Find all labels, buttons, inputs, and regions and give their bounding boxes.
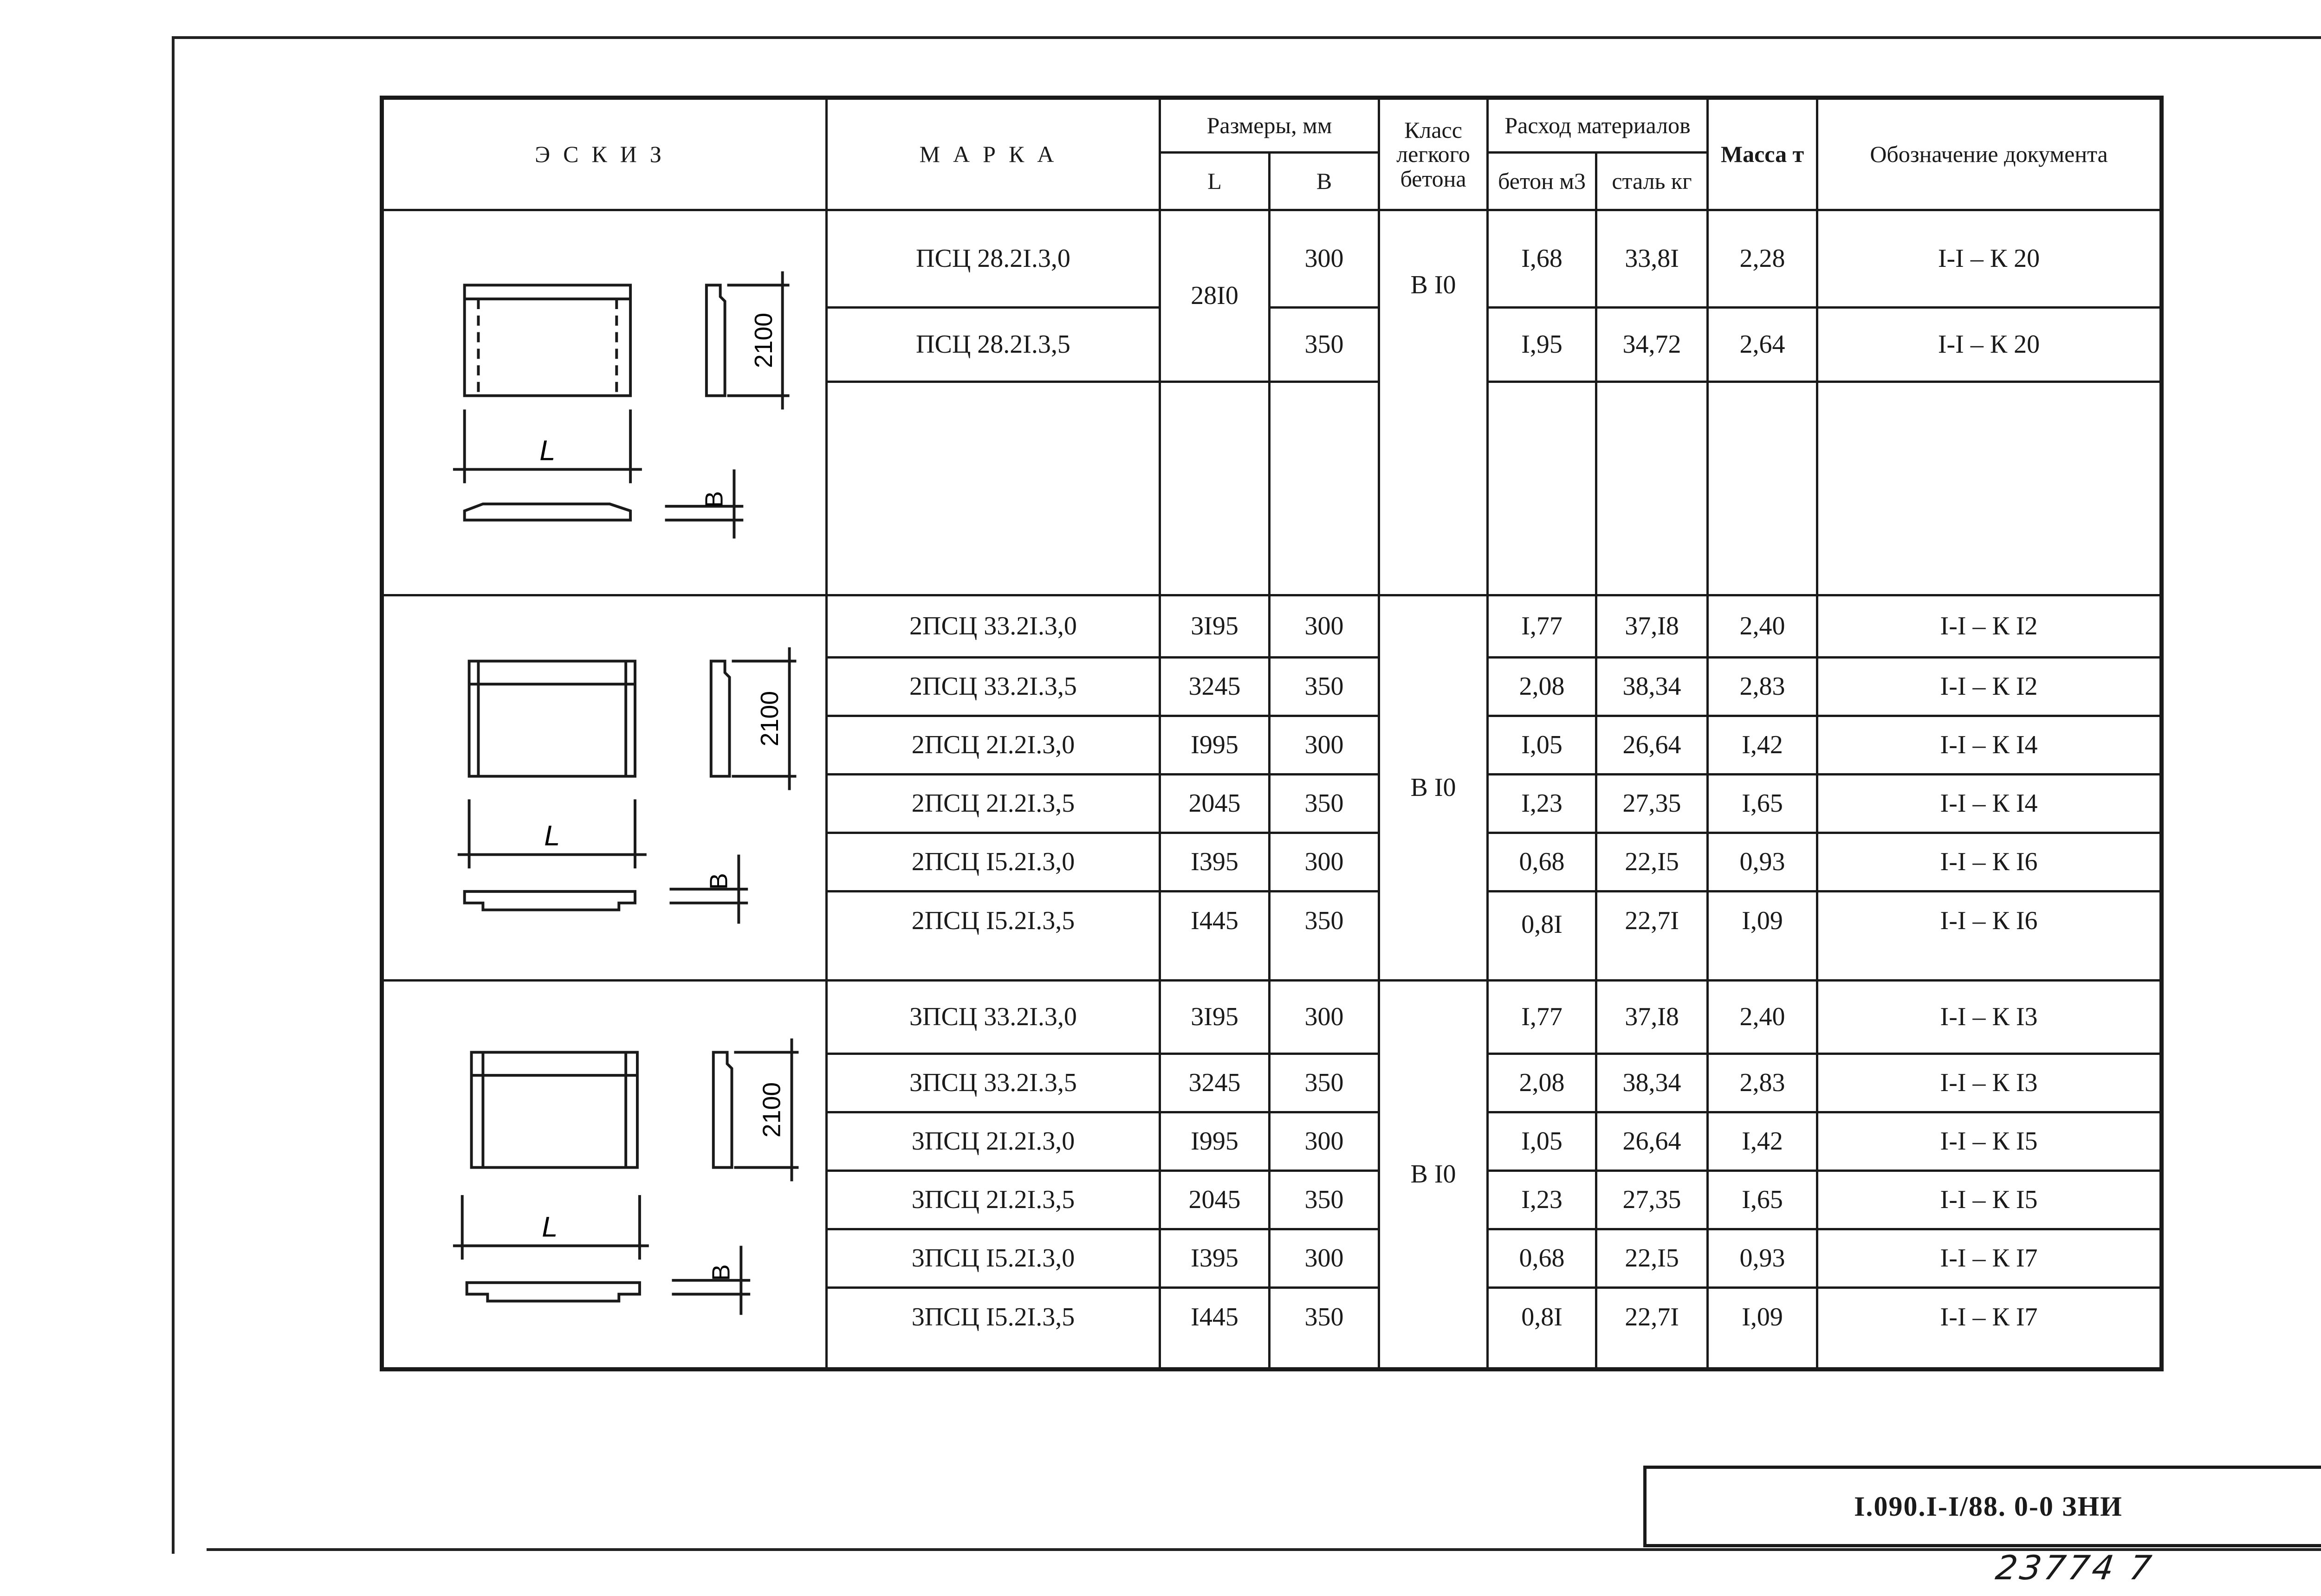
width-cell: 350 [1270, 775, 1379, 833]
concrete-volume-cell: I,23 [1488, 1171, 1596, 1229]
concrete-volume-cell-empty [1488, 382, 1596, 595]
mass-cell: 2,40 [1708, 981, 1817, 1054]
document-cell: I-I – К I5 [1817, 1112, 2162, 1171]
document-cell: I-I – К I3 [1817, 981, 2162, 1054]
width-cell: 300 [1270, 981, 1379, 1054]
length-dimension-label: L [544, 820, 560, 852]
steel-mass-cell: 26,64 [1596, 1112, 1708, 1171]
concrete-volume-cell: 2,08 [1488, 1054, 1596, 1112]
length-dimension-label: L [539, 434, 556, 467]
width-dimension-label: B [700, 491, 728, 508]
panel-sketch-drawing [384, 982, 825, 1367]
header-dim-L: L [1160, 153, 1270, 210]
header-mass: Масса т [1708, 98, 1817, 210]
width-dimension-label: B [705, 873, 733, 890]
concrete-volume-cell: I,23 [1488, 775, 1596, 833]
mark-cell: 2ПСЦ 33.2I.3,0 [827, 595, 1160, 658]
mass-cell: I,65 [1708, 1171, 1817, 1229]
specification-table [380, 96, 2164, 1371]
mass-cell: I,09 [1708, 892, 1817, 981]
panel-sketch-drawing [384, 211, 825, 594]
mark-cell: ПСЦ 28.2I.3,5 [827, 308, 1160, 382]
sheet-frame-left [172, 36, 175, 1554]
width-dimension-label: B [707, 1264, 735, 1281]
length-dimension-label: L [542, 1211, 558, 1243]
mass-cell: 2,83 [1708, 658, 1817, 716]
steel-mass-cell: 38,34 [1596, 1054, 1708, 1112]
steel-mass-cell: 22,7I [1596, 892, 1708, 981]
width-cell: 300 [1270, 595, 1379, 658]
document-cell: I-I – К I2 [1817, 658, 2162, 716]
length-cell: 3245 [1160, 1054, 1270, 1112]
concrete-class-cell: В I0 [1379, 595, 1488, 981]
mark-cell: 2ПСЦ I5.2I.3,5 [827, 892, 1160, 981]
width-cell: 300 [1270, 1112, 1379, 1171]
length-cell: I995 [1160, 1112, 1270, 1171]
concrete-volume-cell: 0,68 [1488, 1229, 1596, 1288]
width-cell: 350 [1270, 1171, 1379, 1229]
header-mark: МАРКА [827, 98, 1160, 210]
mass-cell: 0,93 [1708, 833, 1817, 892]
document-cell: I-I – К I7 [1817, 1229, 2162, 1288]
length-cell: 3245 [1160, 658, 1270, 716]
mass-cell: 2,64 [1708, 308, 1817, 382]
mass-cell: I,65 [1708, 775, 1817, 833]
steel-mass-cell: 27,35 [1596, 1171, 1708, 1229]
mark-cell: 3ПСЦ I5.2I.3,5 [827, 1288, 1160, 1370]
document-cell: I-I – К 20 [1817, 210, 2162, 308]
steel-mass-cell: 26,64 [1596, 716, 1708, 775]
concrete-class-cell: В I0 [1379, 981, 1488, 1370]
header-consumption: Расход материалов [1488, 98, 1708, 153]
table-row [382, 595, 2162, 658]
header-dim-B: B [1270, 153, 1379, 210]
sketch-panel-3psc [382, 981, 827, 1370]
steel-mass-cell: 37,I8 [1596, 595, 1708, 658]
width-cell: 300 [1270, 833, 1379, 892]
mass-cell-empty [1708, 382, 1817, 595]
concrete-volume-cell: I,05 [1488, 716, 1596, 775]
mark-cell: 2ПСЦ 2I.2I.3,5 [827, 775, 1160, 833]
concrete-volume-cell: I,95 [1488, 308, 1596, 382]
document-cell: I-I – К I7 [1817, 1288, 2162, 1370]
length-cell: I395 [1160, 833, 1270, 892]
document-cell: I-I – К I6 [1817, 833, 2162, 892]
mark-cell: 2ПСЦ 2I.2I.3,0 [827, 716, 1160, 775]
header-concrete-m3: бетон м3 [1488, 153, 1596, 210]
mark-cell: 3ПСЦ 2I.2I.3,5 [827, 1171, 1160, 1229]
steel-mass-cell: 33,8I [1596, 210, 1708, 308]
width-cell: 300 [1270, 1229, 1379, 1288]
steel-mass-cell: 34,72 [1596, 308, 1708, 382]
document-cell: I-I – К 20 [1817, 308, 2162, 382]
header-steel-kg: сталь кг [1596, 153, 1708, 210]
mass-cell: I,42 [1708, 1112, 1817, 1171]
length-cell: I445 [1160, 892, 1270, 981]
panel-sketch-drawing [384, 596, 825, 979]
document-cell: I-I – К I4 [1817, 716, 2162, 775]
concrete-volume-cell: 0,68 [1488, 833, 1596, 892]
title-block-code: I.090.I-I/88. 0-0 ЗНИ [1643, 1466, 2321, 1547]
width-cell: 350 [1270, 892, 1379, 981]
steel-mass-cell-empty [1596, 382, 1708, 595]
mark-cell: 3ПСЦ 33.2I.3,0 [827, 981, 1160, 1054]
header-designation: Обозначение документа [1817, 98, 2162, 210]
height-dimension-label: 2100 [749, 312, 778, 368]
mass-cell: 2,40 [1708, 595, 1817, 658]
document-cell: I-I – К I4 [1817, 775, 2162, 833]
height-dimension-label: 2100 [758, 1082, 786, 1138]
mass-cell: 0,93 [1708, 1229, 1817, 1288]
length-cell: 2045 [1160, 1171, 1270, 1229]
mark-cell: ПСЦ 28.2I.3,0 [827, 210, 1160, 308]
document-cell: I-I – К I2 [1817, 595, 2162, 658]
concrete-volume-cell: I,05 [1488, 1112, 1596, 1171]
width-cell: 350 [1270, 1288, 1379, 1370]
steel-mass-cell: 22,I5 [1596, 1229, 1708, 1288]
mark-cell-empty [827, 382, 1160, 595]
height-dimension-label: 2100 [755, 691, 784, 747]
steel-mass-cell: 38,34 [1596, 658, 1708, 716]
mark-cell: 3ПСЦ 33.2I.3,5 [827, 1054, 1160, 1112]
length-cell: 3I95 [1160, 595, 1270, 658]
sketch-panel-psc [382, 210, 827, 595]
table-row [382, 210, 2162, 308]
concrete-volume-cell: I,77 [1488, 595, 1596, 658]
handwritten-archive-number: 23774 7 [1993, 1548, 2157, 1587]
length-cell: 3I95 [1160, 981, 1270, 1054]
width-cell: 300 [1270, 716, 1379, 775]
concrete-volume-cell: 0,8I [1488, 892, 1596, 981]
mark-cell: 3ПСЦ 2I.2I.3,0 [827, 1112, 1160, 1171]
length-cell-empty [1160, 382, 1270, 595]
document-cell-empty [1817, 382, 2162, 595]
width-cell: 350 [1270, 1054, 1379, 1112]
length-cell: I395 [1160, 1229, 1270, 1288]
mark-cell: 2ПСЦ I5.2I.3,0 [827, 833, 1160, 892]
concrete-volume-cell: I,77 [1488, 981, 1596, 1054]
sheet-frame-top [172, 36, 2321, 39]
steel-mass-cell: 37,I8 [1596, 981, 1708, 1054]
header-concrete-class: Класс легкого бетона [1379, 98, 1488, 210]
steel-mass-cell: 27,35 [1596, 775, 1708, 833]
width-cell: 350 [1270, 308, 1379, 382]
steel-mass-cell: 22,I5 [1596, 833, 1708, 892]
concrete-volume-cell: 2,08 [1488, 658, 1596, 716]
mass-cell: I,42 [1708, 716, 1817, 775]
mark-cell: 2ПСЦ 33.2I.3,5 [827, 658, 1160, 716]
width-cell: 300 [1270, 210, 1379, 308]
header-sketch: ЭСКИЗ [382, 98, 827, 210]
table-row [382, 981, 2162, 1054]
length-cell: 28I0 [1160, 210, 1270, 382]
mark-cell: 3ПСЦ I5.2I.3,0 [827, 1229, 1160, 1288]
header-dimensions: Размеры, мм [1160, 98, 1379, 153]
width-cell-empty [1270, 382, 1379, 595]
concrete-class-cell: В I0 [1379, 210, 1488, 595]
length-cell: I445 [1160, 1288, 1270, 1370]
concrete-volume-cell: I,68 [1488, 210, 1596, 308]
length-cell: 2045 [1160, 775, 1270, 833]
mass-cell: 2,28 [1708, 210, 1817, 308]
mass-cell: 2,83 [1708, 1054, 1817, 1112]
document-cell: I-I – К I5 [1817, 1171, 2162, 1229]
steel-mass-cell: 22,7I [1596, 1288, 1708, 1370]
concrete-volume-cell: 0,8I [1488, 1288, 1596, 1370]
length-cell: I995 [1160, 716, 1270, 775]
document-cell: I-I – К I3 [1817, 1054, 2162, 1112]
sketch-panel-2psc [382, 595, 827, 981]
document-cell: I-I – К I6 [1817, 892, 2162, 981]
mass-cell: I,09 [1708, 1288, 1817, 1370]
width-cell: 350 [1270, 658, 1379, 716]
